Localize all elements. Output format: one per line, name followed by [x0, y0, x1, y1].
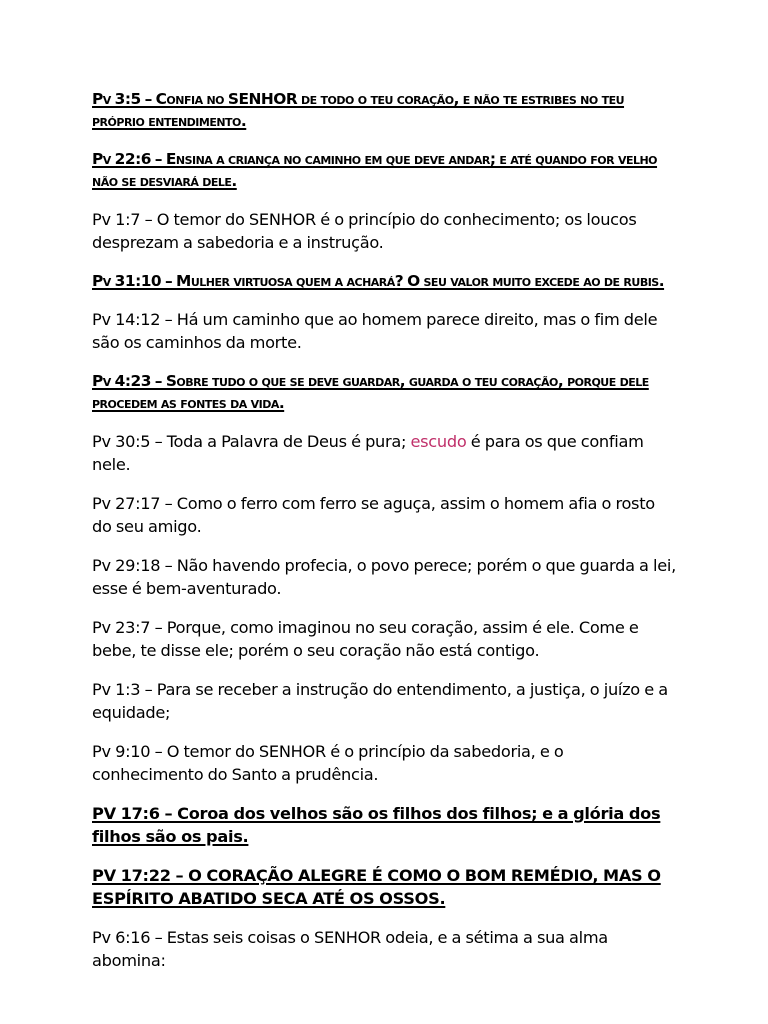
- verse-pv-30-5-start: Pv 30:5 – Toda a Palavra de Deus é pura;: [92, 432, 411, 451]
- verse-pv-30-5: [92, 430, 677, 476]
- verse-pv-17-22: PV 17:22 – O CORAÇÃO ALEGRE É COMO O BOM REMÉDIO, MAS O ESPÍRITO ABATIDO SECA ATÉ OS OSSOS.: [92, 866, 661, 908]
- verse-pv-1-7: Pv 1:7 – O temor do SENHOR é o princípio do conhecimento; os loucos desprezam a sabedoria e a instrução.: [92, 210, 637, 252]
- verse-pv-22-6: Pv 22:6 – Ensina a criança no caminho em que deve andar; e até quando for velho não se desviará dele.: [92, 150, 658, 190]
- verse-pv-23-7: Pv 23:7 – Porque, como imaginou no seu coração, assim é ele. Come e bebe, te disse ele; porém o seu coração não está contigo.: [92, 618, 639, 660]
- verse-pv-30-5-end: é para os que confiam nele.: [92, 432, 644, 474]
- verse-pv-27-17: Pv 27:17 – Como o ferro com ferro se aguça, assim o homem afia o rosto do seu amigo.: [92, 494, 655, 536]
- verse-pv-1-3: Pv 1:3 – Para se receber a instrução do entendimento, a justiça, o juízo e a equidade;: [92, 680, 668, 722]
- verse-pv-31-10: Pv 31:10 – Mulher virtuosa quem a achará? O seu valor muito excede ao de rubis.: [92, 272, 665, 290]
- verse-pv-29-18: Pv 29:18 – Não havendo profecia, o povo perece; porém o que guarda a lei, esse é bem-aventurado.: [92, 556, 676, 598]
- verse-pv-4-23: Pv 4:23 – Sobre tudo o que se deve guardar, guarda o teu coração, porque dele procedem as fontes da vida.: [92, 372, 649, 412]
- document-page: [92, 88, 677, 988]
- verse-pv-17-6: PV 17:6 – Coroa dos velhos são os filhos dos filhos; e a glória dos filhos são os pais.: [92, 804, 661, 846]
- verse-pv-6-16: Pv 6:16 – Estas seis coisas o SENHOR odeia, e a sétima a sua alma abomina:: [92, 928, 608, 970]
- verse-pv-9-10: Pv 9:10 – O temor do SENHOR é o princípio da sabedoria, e o conhecimento do Santo a prudência.: [92, 742, 564, 784]
- verse-pv-14-12: Pv 14:12 – Há um caminho que ao homem parece direito, mas o fim dele são os caminhos da morte.: [92, 310, 658, 352]
- highlighted-word: escudo: [410, 432, 467, 451]
- verse-pv-3-5: Pv 3:5 – Confia no SENHOR de todo o teu coração, e não te estribes no teu próprio entendimento.: [92, 90, 625, 130]
